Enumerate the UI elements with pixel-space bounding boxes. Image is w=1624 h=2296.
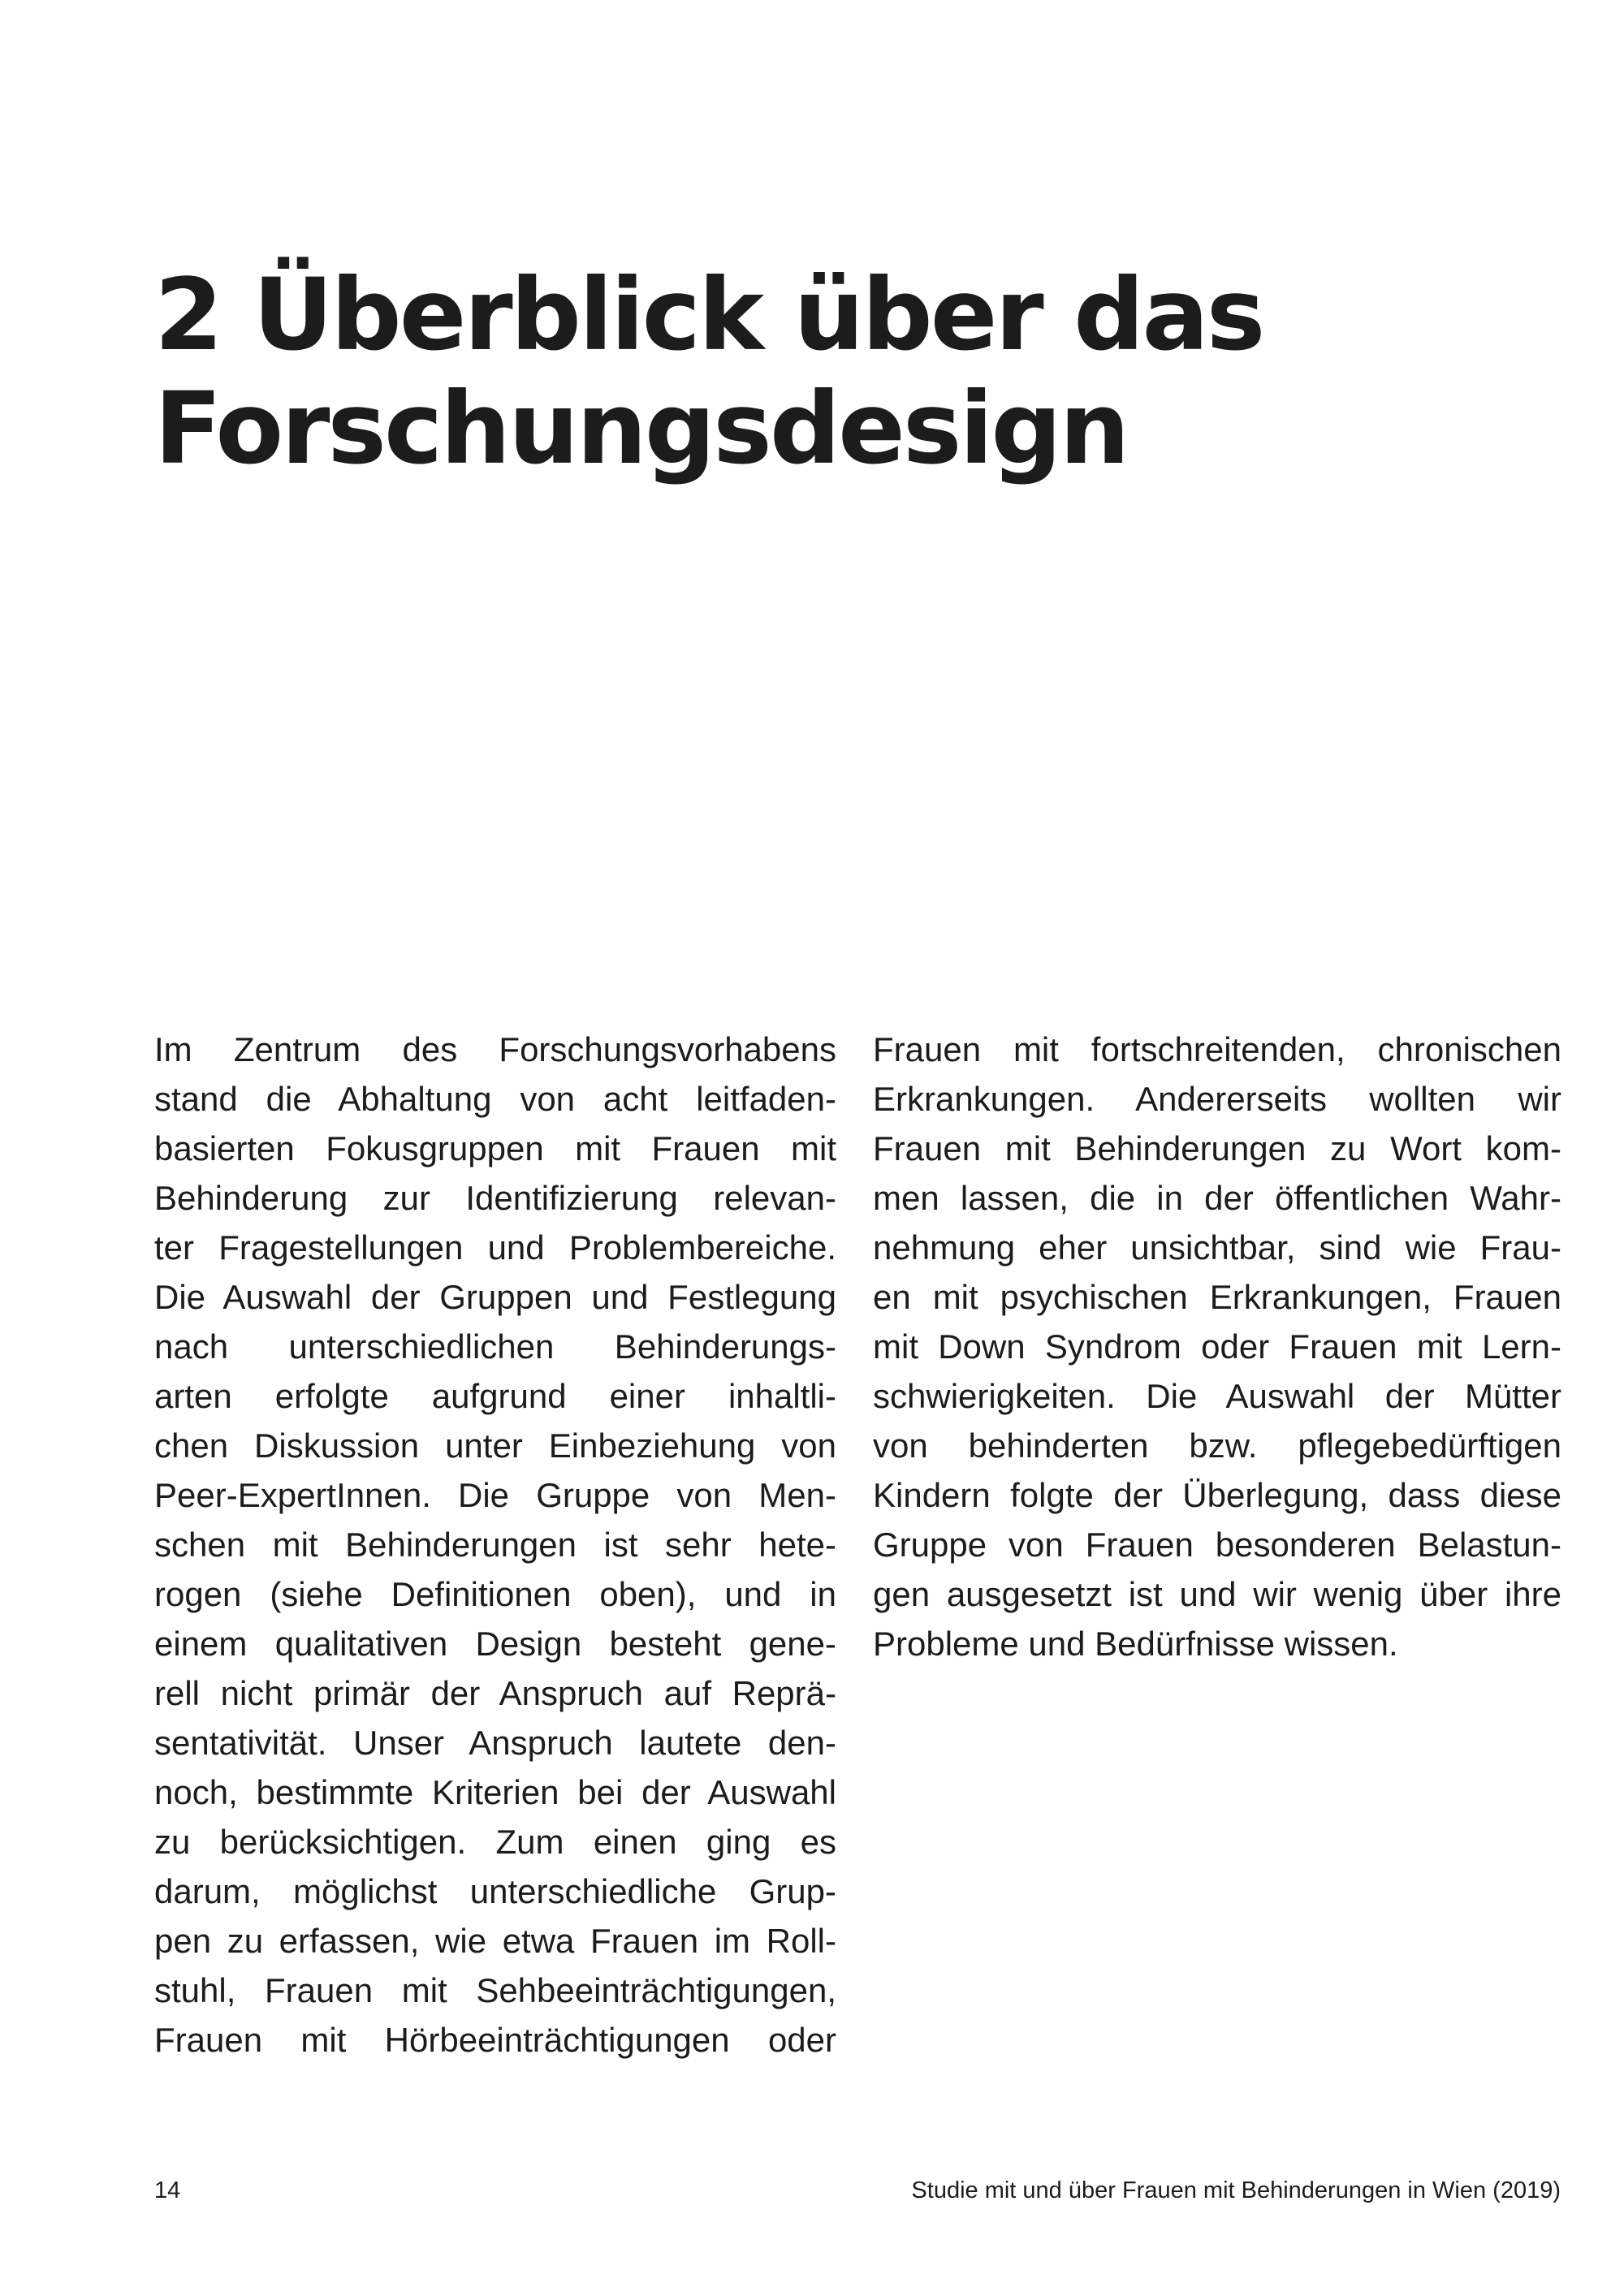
text-line: Frauen mit Hörbeeinträchtigungen oder <box>154 2021 836 2059</box>
text-line: basierten Fokusgruppen mit Frauen mit <box>154 1129 836 1167</box>
chapter-heading-line: Forschungsdesign <box>154 371 1128 486</box>
text-line: von behinderten bzw. pflegebedürftigen <box>873 1426 1561 1465</box>
text-line: mit Down Syndrom oder Frauen mit Lern- <box>873 1327 1561 1366</box>
text-line: stuhl, Frauen mit Sehbeeinträchtigungen, <box>154 1971 836 2009</box>
text-line: Frauen mit Behinderungen zu Wort kom- <box>873 1129 1561 1167</box>
page-number: 14 <box>154 2177 181 2203</box>
text-line: Im Zentrum des Forschungsvorhabens <box>154 1030 836 1068</box>
chapter-heading-line: 2 Überblick über das <box>154 257 1263 373</box>
text-line: ter Fragestellungen und Problembereiche. <box>154 1228 836 1267</box>
text-line: noch, bestimmte Kriterien bei der Auswahl <box>154 1773 836 1811</box>
text-line: pen zu erfassen, wie etwa Frauen im Roll- <box>154 1922 836 1960</box>
text-line: zu berücksichtigen. Zum einen ging es <box>154 1823 836 1861</box>
text-line: men lassen, die in der öffentlichen Wahr- <box>873 1179 1561 1217</box>
text-line: stand die Abhaltung von acht leitfaden- <box>154 1080 836 1118</box>
text-line: schen mit Behinderungen ist sehr hete- <box>154 1526 836 1564</box>
text-line: Peer-ExpertInnen. Die Gruppe von Men- <box>154 1476 836 1514</box>
running-footer-title: Studie mit und über Frauen mit Behinderungen in Wien (2019) <box>911 2177 1561 2203</box>
chapter-heading <box>154 258 1535 486</box>
text-line: chen Diskussion unter Einbeziehung von <box>154 1426 836 1465</box>
text-line: Gruppe von Frauen besonderen Belastun- <box>873 1526 1561 1564</box>
text-line: rogen (siehe Definitionen oben), und in <box>154 1575 836 1613</box>
text-line: Erkrankungen. Andererseits wollten wir <box>873 1080 1561 1118</box>
text-line: arten erfolgte aufgrund einer inhaltli- <box>154 1377 836 1415</box>
body-column-left <box>154 1025 836 2065</box>
text-line: Probleme und Bedürfnisse wissen. <box>873 1625 1398 1663</box>
text-line: nehmung eher unsichtbar, sind wie Frau- <box>873 1228 1561 1267</box>
body-column-right <box>873 1025 1561 1668</box>
text-line: sentativität. Unser Anspruch lautete den- <box>154 1724 836 1762</box>
text-line: nach unterschiedlichen Behinderungs- <box>154 1327 836 1366</box>
text-line: Behinderung zur Identifizierung relevan- <box>154 1179 836 1217</box>
text-line: rell nicht primär der Anspruch auf Reprä- <box>154 1674 836 1712</box>
text-line: Frauen mit fortschreitenden, chronischen <box>873 1030 1561 1068</box>
text-line: einem qualitativen Design besteht gene- <box>154 1625 836 1663</box>
text-line: darum, möglichst unterschiedliche Grup- <box>154 1872 836 1910</box>
text-line: en mit psychischen Erkrankungen, Frauen <box>873 1278 1561 1316</box>
text-line: gen ausgesetzt ist und wir wenig über ihre <box>873 1575 1561 1613</box>
text-line: Kindern folgte der Überlegung, dass diese <box>873 1476 1561 1514</box>
text-line: Die Auswahl der Gruppen und Festlegung <box>154 1278 836 1316</box>
text-line: schwierigkeiten. Die Auswahl der Mütter <box>873 1377 1561 1415</box>
